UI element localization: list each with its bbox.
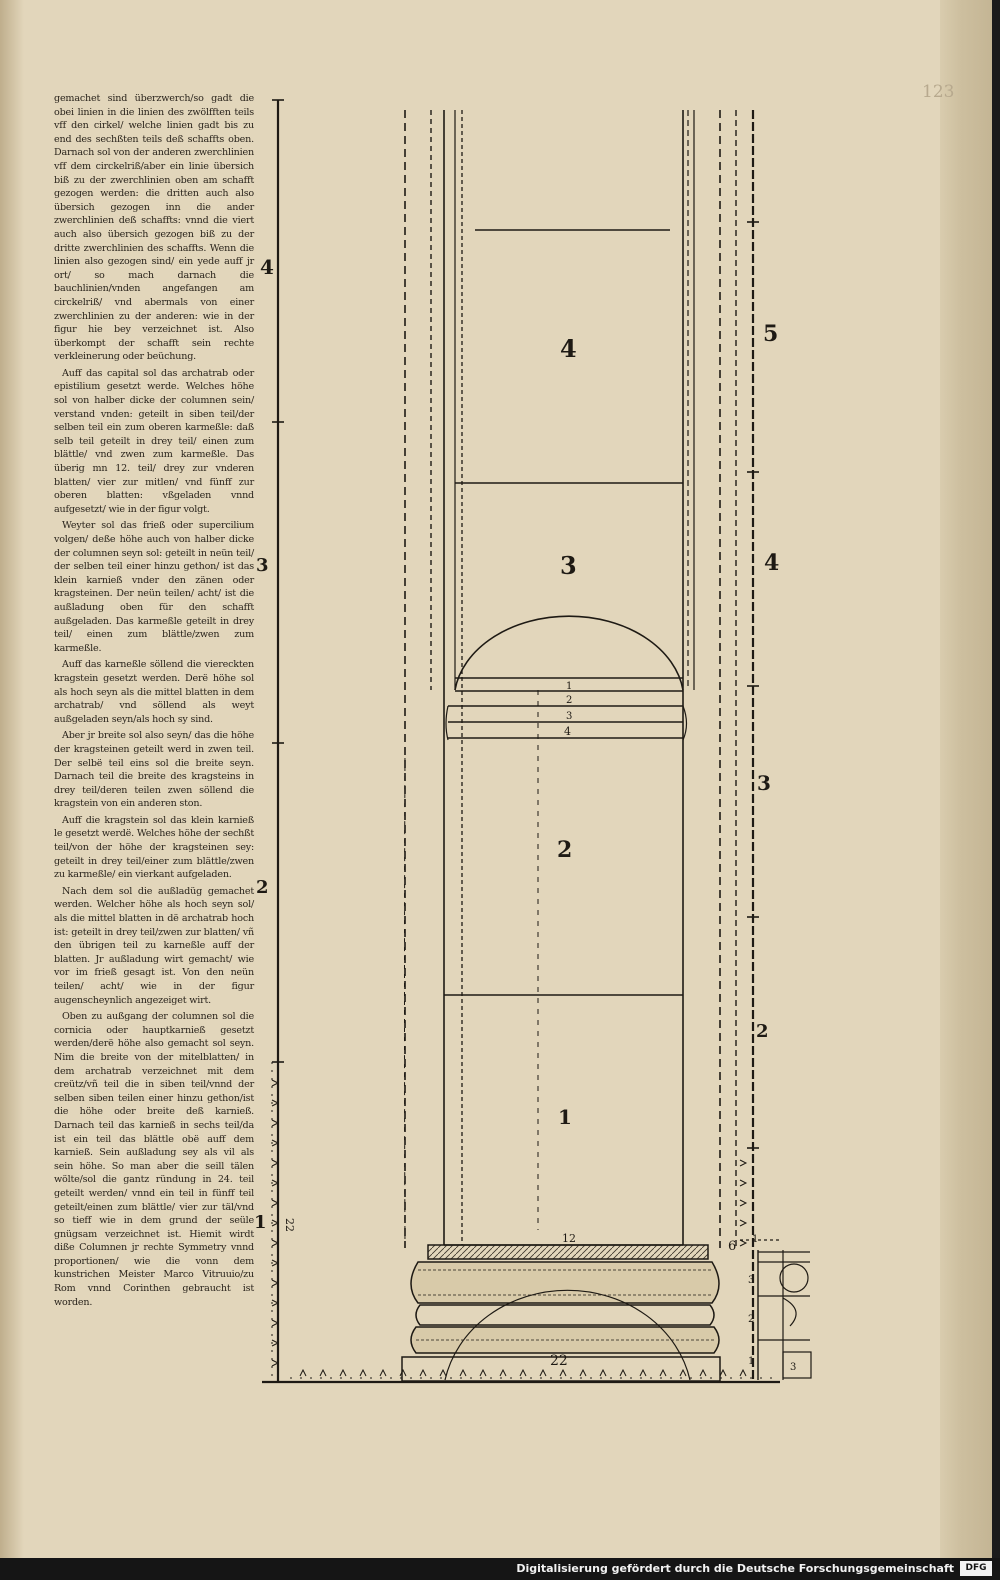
footer-credit: Digitalisierung gefördert durch die Deutsche Forschungsgemeinschaft <box>516 1562 954 1575</box>
paragraph: Auff das karneßle söllend die viereckten kragstein gesetzt werden. Derë höhe sol als hoch seyn als die mittel blatten in dem archatrab/ vnd söllend als weyt außgeladen seyn/als hoch sy sind. <box>54 659 254 725</box>
capital-arch <box>455 616 683 690</box>
band-label-2: 2 <box>566 695 573 706</box>
shaft-label-1: 1 <box>558 1105 572 1129</box>
paragraph: gemachet sind überzwerch/so gadt die obei linien in die linien des zwölfften teils vff den cirkel/ welche linien gadt bis zu end des sechßten teils deß schaffts oben. Darnach sol von der anderen zwerchlinien vff dem circkelriß/aber ein linie übersich biß zu der zwerchlinien oben am schafft gezogen werden: die dritten auch also übersich gezogen inn die ander zwerchlinien deß schaffts: vnnd die viert auch also übersich gezogen biß zu der dritte zwerchlinien des schaffts. Wenn die linien also gezogen sind/ ein yede auff jr ort/ so mach darnach die bauchlinien/vnden angefangen am circkelriß/ vnd abermals von einer zwerchlinien zu der anderen: wie in der figur hie bey verzeichnet ist. Also überkompt der schafft sein rechte verkleinerung oder beüchung. <box>54 93 254 363</box>
side-label-6: 6 <box>728 1239 737 1254</box>
left-label-4: 4 <box>260 255 274 279</box>
shaft-label-2: 2 <box>557 837 573 863</box>
band-label-3: 3 <box>566 711 573 722</box>
paragraph: Nach dem sol die außladüg gemachet werden. Welcher höhe als hoch seyn sol/ als die mittel blatten in dë archatrab hoch ist: geteilt in drey teil/zwen zur blatten/ vñ den übrigen teil zu karneßle auff der blatten. Jr außladung wirt gemacht/ wie vor im frieß gesagt ist. Von den neün teilen/ acht/ wie in der figur augenscheynlich angezeiget wirt. <box>54 885 254 1006</box>
profile-label: 1 <box>748 1356 755 1367</box>
right-label-4: 4 <box>764 550 780 576</box>
left-label-1: 1 <box>254 1212 267 1233</box>
band-label-1: 1 <box>566 681 573 692</box>
profile-label: 3 <box>748 1275 755 1286</box>
left-label-3: 3 <box>256 555 269 576</box>
paragraph: Weyter sol das frieß oder supercilium volgen/ deße höhe auch von halber dicke der columnen seyn sol: geteilt in neün teil/ der selben teil einer hinzu gethon/ ist das klein karnieß vnder den zänen oder kragsteinen. Der neün teilen/ acht/ ist die außladung oben für den schafft außgeladen. Das karmeßle geteilt in drey teil/ einen zum blättle/zwen zum karmeßle. <box>54 520 254 654</box>
right-label-2: 2 <box>756 1021 769 1042</box>
left-label-2: 2 <box>256 877 269 898</box>
shaft-label-3: 3 <box>560 551 577 580</box>
shaft-label-4: 4 <box>560 334 577 363</box>
paragraph: Oben zu außgang der columnen sol die cornicia oder hauptkarnieß gesetzt werden/derë höhe also gemacht sol seyn. Nim die breite von der mitelblatten/ in dem archatrab verzeichnet mit dem creütz/vñ teil die in siben teil/vnnd der selben siben teilen einer hinzu gethon/ist die höhe oder breite deß karnieß. Darnach teil das karnieß in sechs teil/da ist ein teil das blättle obë auff dem karnieß. Sein außladung sey als vil als sein höhe. So man aber die seill tälen wölte/sol die gantz ründung in 24. teil geteilt werden/ vnnd ein teil in fünff teil geteilt/einen zum blättle/ vier zur täl/vnd so tieff wie in dem grund der seüle gnügsam verzeichnet ist. Hiemit wirdt diße Columnen jr rechte Symmetry vnnd proportionen/ wie die vonn dem kunstrichen Meister Marco Vitruuio/zu Rom vnnd Corinthen gebraucht ist worden. <box>54 1011 254 1308</box>
right-label-3: 3 <box>757 771 771 795</box>
digitization-footer <box>0 1558 1000 1580</box>
profile-label: 3 <box>790 1362 797 1373</box>
folio-number: 123 <box>922 82 955 102</box>
left-label-22: 22 <box>283 1218 296 1232</box>
profile-label: 2 <box>748 1314 755 1325</box>
torus-label: 12 <box>562 1232 576 1245</box>
dfg-logo: DFG <box>960 1561 992 1576</box>
paragraph: Aber jr breite sol also seyn/ das die höhe der kragsteinen geteilt werd in zwen teil. Der selbë teil eins sol die breite seyn. Darnach teil die breite des kragsteins in drey teil/deren teilen zwen söllend die kragstein von ein anderen ston. <box>54 730 254 810</box>
paragraph: Auff das capital sol das archatrab oder epistilium gesetzt werde. Welches höhe sol von halber dicke der columnen sein/ verstand vnden: geteilt in siben teil/der selben teil ein zum oberen karmeßle: daß selb teil geteilt in drey teil/ einen zum blättle/ vnd zwen zum karmeßle. Das überig mn 12. teil/ drey zur vnderen blatten/ vier zur mitlen/ vnd fünff zur oberen blatten: vßgeladen vnnd aufgesetzt/ wie in der figur volgt. <box>54 367 254 515</box>
paragraph: Auff die kragstein sol das klein karnieß le gesetzt werdë. Welches höhe der sechßt teil/von der höhe der kragsteinen sey: geteilt in drey teil/einer zum blättle/zwen zu karmeßle/ ein vierkant aufgeladen. <box>54 814 254 881</box>
plinth-label: 22 <box>550 1353 568 1369</box>
right-label-5: 5 <box>763 321 779 347</box>
band-label-4: 4 <box>564 725 571 738</box>
profile-label: 1 <box>752 1234 759 1245</box>
